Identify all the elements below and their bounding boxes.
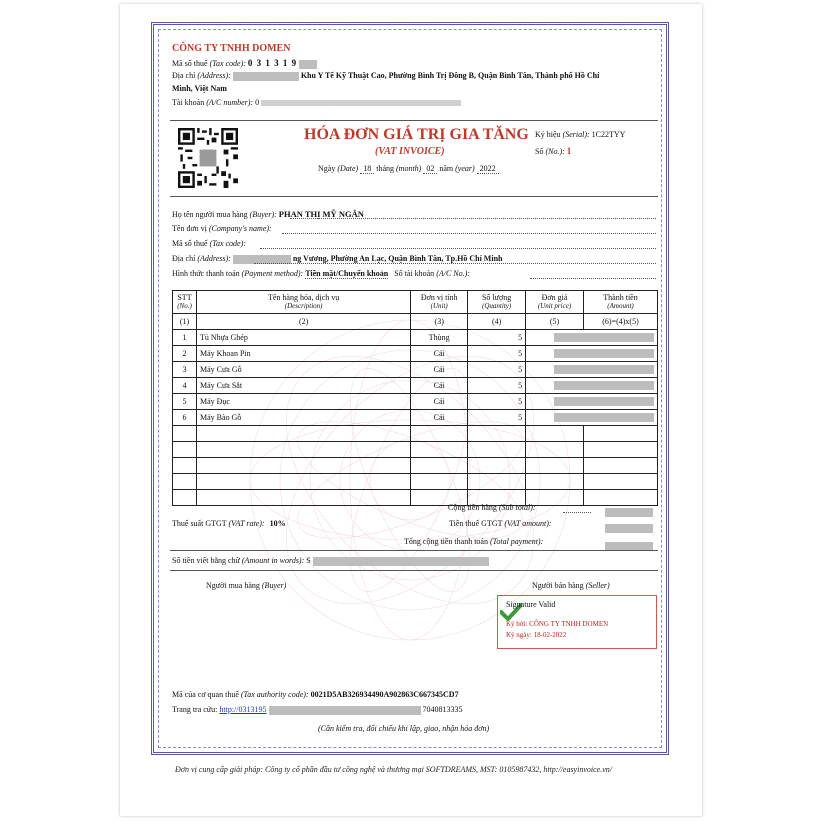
column-header-en: (Unit price) [537, 302, 572, 310]
payment-method: Tiền mặt/Chuyển khoản [305, 269, 389, 278]
cell-desc: Máy Đục [196, 394, 410, 410]
column-index: (5) [526, 314, 584, 330]
date-prefix: Ngày [318, 164, 336, 173]
subtotal-label: Cộng tiền hàng [448, 503, 497, 512]
signature-valid-text: Signature Valid [506, 600, 556, 609]
table-row-empty [173, 442, 658, 458]
check-note: (Cần kiểm tra, đối chiếu khi lập, giao, nhận hóa đơn) [318, 724, 490, 733]
column-header-vi: Đơn giá [541, 293, 568, 302]
column-header-en: (Amount) [607, 302, 634, 310]
column-header-en: (Description) [284, 302, 323, 310]
column-header [526, 291, 584, 314]
cell-qty: 5 [468, 362, 526, 378]
buyer-company-row [172, 224, 272, 233]
buyer-payment-row [172, 269, 470, 278]
buyer-account-label: Số tài khoản [394, 269, 435, 278]
serial-label-en: (Serial): [562, 130, 590, 139]
vat-amount-row [449, 519, 552, 528]
buyer-tax-label: Mã số thuế [172, 239, 208, 248]
seller-sign-en: (Seller) [585, 581, 610, 590]
cell-unit: Thùng [411, 330, 468, 346]
cell-qty: 5 [468, 410, 526, 426]
buyer-sign-vi: Người mua hàng [206, 581, 260, 590]
invoice-number [535, 146, 571, 156]
seller-signature-label [532, 581, 610, 590]
buyer-name: PHAN THỊ MỸ NGÂN [278, 209, 364, 219]
column-header-en: (No.) [177, 302, 192, 310]
cell-unit-price [526, 394, 658, 410]
table-row [173, 330, 658, 346]
cell-qty: 5 [468, 394, 526, 410]
column-header [173, 291, 197, 314]
cell-desc: Máy Khoan Pin [196, 346, 410, 362]
cell-unit: Cái [411, 378, 468, 394]
total-label-en: (Total payment): [489, 537, 544, 546]
cell-no: 1 [173, 330, 197, 346]
seller-account-label: Tài khoản [172, 98, 205, 107]
column-header-vi: Tên hàng hóa, dịch vụ [267, 293, 340, 302]
invoice-date [318, 164, 499, 173]
cell-unit-price [526, 362, 658, 378]
seller-tax-code: 0 3 1 3 1 9 [247, 58, 298, 68]
seller-tax-label: Mã số thuế [172, 59, 208, 68]
vat-amount-value [605, 519, 653, 537]
date-prefix-en: (Date) [337, 164, 359, 173]
serial-label: Ký hiệu [535, 130, 561, 139]
lookup-link-end: 7040813335 [422, 705, 463, 714]
cell-no: 2 [173, 346, 197, 362]
redacted-amount [554, 365, 654, 374]
buyer-name-label-en: (Buyer): [249, 210, 277, 219]
items-table [172, 290, 658, 506]
qr-code-icon [178, 128, 238, 188]
cell-unit: Cái [411, 394, 468, 410]
buyer-address: ng Vương, Phường An Lạc, Quận Bình Tân, Tp.Hồ Chí Minh [292, 254, 503, 263]
redacted-amount [554, 381, 654, 390]
total-label: Tổng cộng tiền thanh toán [404, 537, 488, 546]
table-row-empty [173, 458, 658, 474]
cell-desc: Máy Cưa Gỗ [196, 362, 410, 378]
redacted-account [261, 100, 461, 106]
redacted-amount [554, 397, 654, 406]
buyer-name-line [290, 218, 656, 219]
total-value [605, 537, 653, 555]
column-header [411, 291, 468, 314]
header-divider [170, 196, 658, 197]
seller-account-label-en: (A/C number): [206, 98, 254, 107]
date-year: 2022 [477, 164, 499, 174]
buyer-company-line [282, 233, 656, 234]
buyer-signature-label [206, 581, 286, 590]
vat-rate-label-en: (VAT rate): [228, 519, 265, 528]
lookup-link[interactable]: http://0313195 [219, 705, 267, 714]
table-row [173, 362, 658, 378]
vat-rate: 10% [269, 519, 286, 528]
cell-desc: Máy Cưa Sắt [196, 378, 410, 394]
cell-qty: 5 [468, 330, 526, 346]
subtotal-label-en: (Sub total): [498, 503, 536, 512]
cell-desc: Tủ Nhựa Ghép [196, 330, 410, 346]
seller-address-label-en: (Address): [197, 71, 231, 80]
column-header-vi: Số lượng [481, 293, 512, 302]
cell-qty: 5 [468, 378, 526, 394]
year-label-en: (year) [455, 164, 475, 173]
subtotal-row [448, 503, 536, 512]
table-header-row [173, 291, 658, 314]
seller-company: CÔNG TY TNHH DOMEN [172, 43, 291, 54]
column-header [584, 291, 658, 314]
redacted-amount [554, 413, 654, 422]
date-month: 02 [423, 164, 437, 174]
subtotal-line [563, 512, 591, 513]
redacted-amount [554, 349, 654, 358]
amount-words-row [172, 556, 489, 566]
seller-address-line2: Minh, Việt Nam [172, 84, 227, 93]
cell-desc: Máy Bào Gỗ [196, 410, 410, 426]
buyer-tax-label-en: (Tax code): [209, 239, 246, 248]
cell-unit-price [526, 346, 658, 362]
buyer-sign-en: (Buyer) [261, 581, 287, 590]
column-index: (3) [411, 314, 468, 330]
cell-no: 4 [173, 378, 197, 394]
signed-by: Ký bởi: CÔNG TY TNHH DOMEN [506, 620, 609, 628]
table-row-empty [173, 426, 658, 442]
seller-tax-label-en: (Tax code): [209, 59, 246, 68]
year-label: năm [439, 164, 454, 173]
no-label: Số [535, 147, 544, 156]
column-index: (1) [173, 314, 197, 330]
vat-rate-row [172, 519, 286, 528]
seller-account-row [172, 98, 461, 107]
vat-rate-label: Thuế suất GTGT [172, 519, 227, 528]
seller-address-line1: Khu Y Tế Kỹ Thuật Cao, Phường Bình Trị Đông B, Quận Bình Tân, Thành phố Hồ Chí [300, 71, 600, 80]
buyer-account-label-en: (A/C No.): [436, 269, 470, 278]
vat-amount-label: Tiền thuế GTGT [449, 519, 503, 528]
buyer-address-line [254, 263, 656, 264]
table-row-empty [173, 490, 658, 506]
table-row [173, 378, 658, 394]
invoice-title: HÓA ĐƠN GIÁ TRỊ GIA TĂNG [304, 126, 529, 143]
cell-qty: 5 [468, 346, 526, 362]
seller-sign-vi: Người bán hàng [532, 581, 584, 590]
redacted-words [313, 557, 489, 566]
cell-unit: Cái [411, 346, 468, 362]
buyer-company-label: Tên đơn vị [172, 224, 207, 233]
buyer-account-line [530, 278, 656, 279]
column-index: (6)=(4)x(5) [584, 314, 658, 330]
words-value: S [306, 556, 311, 565]
authority-label: Mã của cơ quan thuế [172, 690, 239, 699]
lookup-label: Trang tra cứu: [172, 705, 218, 714]
cell-unit: Cái [411, 362, 468, 378]
month-label-en: (month) [396, 164, 422, 173]
table-body [173, 330, 658, 506]
cell-no: 3 [173, 362, 197, 378]
buyer-name-label: Họ tên người mua hàng [172, 210, 248, 219]
cell-no: 5 [173, 394, 197, 410]
authority-code-row [172, 690, 459, 699]
buyer-tax-row [172, 239, 246, 248]
cell-no: 6 [173, 410, 197, 426]
total-row [404, 537, 543, 546]
words-divider [170, 570, 658, 571]
words-label: Số tiền viết bằng chữ [172, 556, 240, 565]
seller-tax-row [172, 58, 317, 69]
invoice-serial [535, 130, 625, 139]
totals-divider [170, 550, 658, 551]
table-row [173, 410, 658, 426]
month-label: tháng [376, 164, 394, 173]
column-header-vi: Đơn vị tính [420, 293, 458, 302]
vat-amount-label-en: (VAT amount): [504, 519, 552, 528]
buyer-company-label-en: (Company's name): [208, 224, 272, 233]
cell-unit-price [526, 330, 658, 346]
authority-label-en: (Tax authority code): [240, 690, 309, 699]
redacted-tax-code [299, 60, 317, 69]
seller-divider [170, 120, 658, 121]
no-label-en: (No.): [545, 147, 565, 156]
column-header-vi: STT [177, 293, 192, 302]
buyer-address-label: Địa chỉ [172, 254, 196, 263]
no-value: 1 [566, 146, 572, 156]
seller-address-label: Địa chỉ [172, 71, 196, 80]
cell-unit-price [526, 410, 658, 426]
redacted-amount [554, 333, 654, 342]
payment-label: Hình thức thanh toán [172, 269, 240, 278]
column-header [468, 291, 526, 314]
column-index: (2) [196, 314, 410, 330]
redacted-link [269, 706, 421, 715]
date-day: 18 [360, 164, 374, 174]
seller-account-value: 0 [255, 98, 260, 107]
redacted-address [233, 72, 299, 81]
authority-code: 0021D5AB326934490A902863C667345CD7 [310, 690, 459, 699]
table-row [173, 346, 658, 362]
seller-address-row [172, 71, 599, 81]
table-row [173, 394, 658, 410]
table-index-row [173, 314, 658, 330]
buyer-address-label-en: (Address): [197, 254, 231, 263]
invoice-subtitle: (VAT INVOICE) [375, 146, 445, 157]
column-header-vi: Thành tiền [603, 293, 638, 302]
signed-date: Ký ngày: 18-02-2022 [506, 631, 567, 639]
column-header [196, 291, 410, 314]
serial-value: 1C22TYY [591, 130, 626, 139]
cell-unit: Cái [411, 410, 468, 426]
column-header-en: (Quantity) [482, 302, 512, 310]
buyer-tax-line [260, 248, 656, 249]
provider-footer: Đơn vị cung cấp giải pháp: Công ty cổ phần đầu tư công nghệ và thương mại SOFTDREAMS, MST: 0105987432, http://easyinvoice.vn/ [175, 765, 612, 774]
words-label-en: (Amount in words): [241, 556, 305, 565]
payment-label-en: (Payment method): [241, 269, 304, 278]
lookup-row [172, 705, 463, 715]
cell-unit-price [526, 378, 658, 394]
column-header-en: (Unit) [430, 302, 448, 310]
column-index: (4) [468, 314, 526, 330]
table-row-empty [173, 474, 658, 490]
